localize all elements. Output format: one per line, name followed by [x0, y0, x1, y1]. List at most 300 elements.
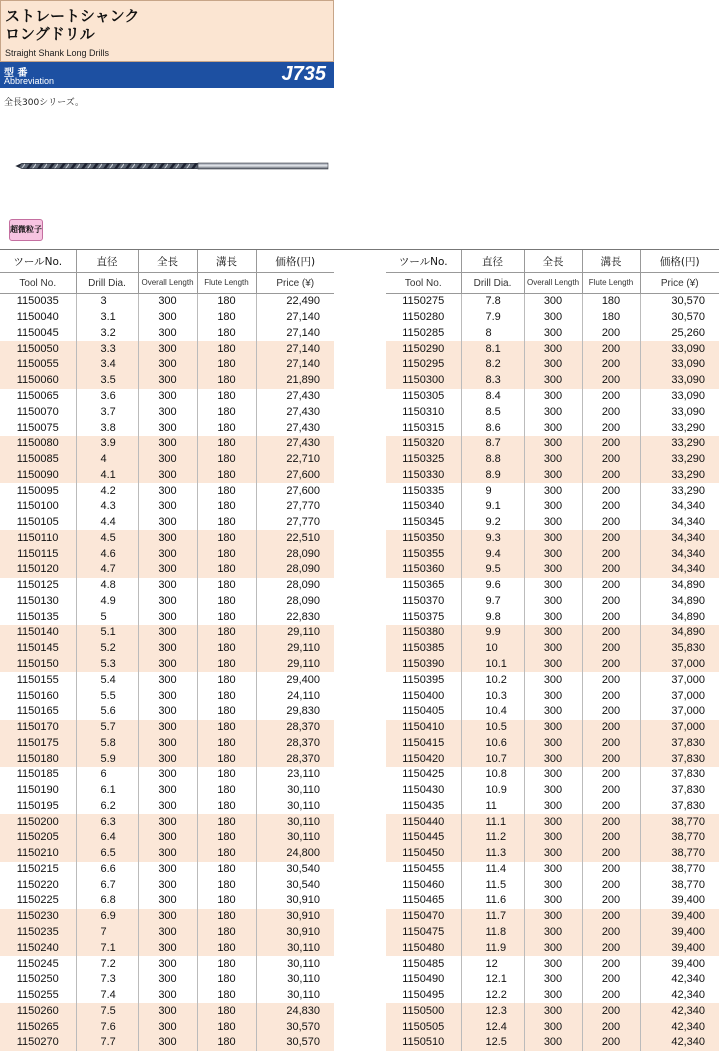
tool-no-cell: 1150205 — [0, 830, 76, 846]
diameter-cell: 10.4 — [461, 704, 524, 720]
overall-length-cell: 300 — [524, 688, 582, 704]
abbreviation-bar — [0, 62, 334, 88]
flute-length-cell: 200 — [582, 515, 640, 531]
tool-no-cell: 1150235 — [0, 925, 76, 941]
table-row — [0, 767, 334, 783]
flute-length-cell: 200 — [582, 956, 640, 972]
tool-no-cell: 1150140 — [0, 625, 76, 641]
table-row — [386, 562, 719, 578]
flute-length-cell: 200 — [582, 704, 640, 720]
table-row — [0, 657, 334, 673]
tool-no-cell: 1150160 — [0, 688, 76, 704]
table-row — [386, 846, 719, 862]
diameter-cell: 12.4 — [461, 1019, 524, 1035]
table-row — [0, 893, 334, 909]
overall-length-cell: 300 — [524, 641, 582, 657]
diameter-cell: 9.8 — [461, 609, 524, 625]
col-overall-length: 全長 — [138, 250, 197, 273]
overall-length-cell: 300 — [524, 483, 582, 499]
tool-no-cell: 1150460 — [386, 877, 461, 893]
price-cell: 30,110 — [287, 973, 320, 986]
overall-length-cell: 300 — [138, 452, 197, 468]
table-row — [0, 578, 334, 594]
tool-no-cell: 1150345 — [386, 515, 461, 531]
tool-no-cell: 1150095 — [0, 483, 76, 499]
flute-length-cell: 180 — [197, 862, 256, 878]
price-cell: 33,290 — [640, 436, 719, 452]
overall-length-cell: 300 — [524, 1019, 582, 1035]
price-cell: 35,830 — [640, 641, 719, 657]
diameter-cell: 4.3 — [76, 499, 138, 515]
diameter-cell: 10.6 — [461, 735, 524, 751]
tool-no-cell: 1150110 — [0, 530, 76, 546]
price-cell: 27,600 — [286, 484, 320, 497]
tool-no-cell: 1150230 — [0, 909, 76, 925]
flute-length-cell: 200 — [582, 909, 640, 925]
flute-length-cell: 180 — [197, 341, 256, 357]
overall-length-cell: 300 — [138, 1019, 197, 1035]
table-row — [386, 546, 719, 562]
diameter-cell: 11.3 — [461, 846, 524, 862]
table-row — [386, 641, 719, 657]
flute-length-cell: 200 — [582, 625, 640, 641]
price-cell: 33,290 — [640, 452, 719, 468]
tool-no-cell: 1150490 — [386, 972, 461, 988]
diameter-cell: 3.3 — [76, 341, 138, 357]
table-row — [386, 594, 719, 610]
tool-no-cell: 1150210 — [0, 846, 76, 862]
flute-length-cell: 200 — [582, 389, 640, 405]
diameter-cell: 6.2 — [76, 799, 138, 815]
diameter-cell: 11.7 — [461, 909, 524, 925]
overall-length-cell: 300 — [524, 862, 582, 878]
flute-length-cell: 180 — [197, 467, 256, 483]
price-cell: 37,000 — [640, 657, 719, 673]
tool-no-cell: 1150440 — [386, 814, 461, 830]
overall-length-cell: 300 — [138, 609, 197, 625]
col-tool-no-en: Tool No. — [386, 273, 461, 294]
overall-length-cell: 300 — [138, 499, 197, 515]
tool-no-cell: 1150275 — [386, 294, 461, 310]
price-cell: 38,770 — [671, 878, 705, 891]
diameter-cell: 3 — [76, 294, 138, 310]
tool-no-cell: 1150280 — [386, 310, 461, 326]
diameter-cell: 8.5 — [461, 404, 524, 420]
price-cell: 38,770 — [640, 814, 719, 830]
diameter-cell: 8.2 — [461, 357, 524, 373]
price-cell: 30,570 — [256, 1035, 334, 1051]
price-cell: 29,110 — [256, 625, 334, 641]
price-cell: 22,830 — [286, 610, 320, 623]
flute-length-cell: 200 — [582, 751, 640, 767]
table-header-jp — [0, 250, 334, 273]
flute-length-cell: 180 — [197, 546, 256, 562]
overall-length-cell: 300 — [138, 672, 197, 688]
flute-length-cell: 180 — [197, 988, 256, 1004]
table-row — [0, 389, 334, 405]
overall-length-cell: 300 — [138, 594, 197, 610]
table-row — [0, 940, 334, 956]
diameter-cell: 3.1 — [76, 310, 138, 326]
overall-length-cell: 300 — [138, 704, 197, 720]
product-title-en: Straight Shank Long Drills — [5, 48, 110, 58]
price-cell: 28,370 — [256, 720, 334, 736]
diameter-cell: 7.5 — [76, 1003, 138, 1019]
col-tool-no-en: Tool No. — [0, 273, 76, 294]
overall-length-cell: 300 — [524, 846, 582, 862]
price-cell: 28,090 — [256, 546, 334, 562]
flute-length-cell: 180 — [197, 326, 256, 342]
price-cell: 30,110 — [256, 830, 334, 846]
flute-length-cell: 200 — [582, 609, 640, 625]
table-row — [0, 530, 334, 546]
price-cell: 30,110 — [287, 989, 320, 1002]
overall-length-cell: 300 — [524, 783, 582, 799]
tool-no-cell: 1150215 — [0, 862, 76, 878]
flute-length-cell: 180 — [197, 420, 256, 436]
price-cell: 27,140 — [256, 357, 334, 373]
tool-no-cell: 1150240 — [0, 940, 76, 956]
diameter-cell: 7.9 — [461, 310, 524, 326]
diameter-cell: 3.2 — [76, 326, 138, 342]
tool-no-cell: 1150245 — [0, 956, 76, 972]
overall-length-cell: 300 — [524, 830, 582, 846]
diameter-cell: 6.3 — [76, 814, 138, 830]
overall-length-cell: 300 — [138, 326, 197, 342]
col-overall-length-en: Overall Length — [524, 273, 582, 294]
flute-length-cell: 200 — [582, 530, 640, 546]
overall-length-cell: 300 — [524, 1035, 582, 1051]
table-row — [0, 877, 334, 893]
tool-no-cell: 1150435 — [386, 799, 461, 815]
tool-no-cell: 1150300 — [386, 373, 461, 389]
tool-no-cell: 1150385 — [386, 641, 461, 657]
table-row — [0, 326, 334, 342]
diameter-cell: 8.7 — [461, 436, 524, 452]
price-cell: 27,430 — [256, 436, 334, 452]
tool-no-cell: 1150500 — [386, 1003, 461, 1019]
diameter-cell: 4.7 — [76, 562, 138, 578]
tool-no-cell: 1150200 — [0, 814, 76, 830]
price-cell: 33,290 — [640, 467, 719, 483]
flute-length-cell: 200 — [582, 341, 640, 357]
tool-no-cell: 1150195 — [0, 799, 76, 815]
tool-no-cell: 1150495 — [386, 988, 461, 1004]
diameter-cell: 6 — [76, 767, 138, 783]
col-diameter: 直径 — [76, 250, 138, 273]
product-code: J735 — [281, 63, 326, 85]
price-cell: 37,830 — [671, 768, 705, 781]
table-row — [386, 404, 719, 420]
table-row — [386, 657, 719, 673]
overall-length-cell: 300 — [138, 467, 197, 483]
price-cell: 42,340 — [640, 1003, 719, 1019]
price-cell: 33,290 — [671, 484, 705, 497]
overall-length-cell: 300 — [138, 988, 197, 1004]
table-row — [386, 436, 719, 452]
table-row — [0, 704, 334, 720]
table-row — [386, 940, 719, 956]
flute-length-cell: 180 — [197, 720, 256, 736]
tool-no-cell: 1150425 — [386, 767, 461, 783]
tool-no-cell: 1150445 — [386, 830, 461, 846]
tool-no-cell: 1150145 — [0, 641, 76, 657]
diameter-cell: 7.8 — [461, 294, 524, 310]
flute-length-cell: 180 — [197, 814, 256, 830]
table-row — [0, 814, 334, 830]
diameter-cell: 6.5 — [76, 846, 138, 862]
table-row — [0, 625, 334, 641]
price-cell: 37,000 — [640, 720, 719, 736]
tool-no-cell: 1150485 — [386, 956, 461, 972]
table-row — [386, 877, 719, 893]
diameter-cell: 11.6 — [461, 893, 524, 909]
flute-length-cell: 180 — [197, 735, 256, 751]
price-cell: 37,830 — [640, 735, 719, 751]
tool-no-cell: 1150035 — [0, 294, 76, 310]
overall-length-cell: 300 — [138, 925, 197, 941]
overall-length-cell: 300 — [138, 357, 197, 373]
overall-length-cell: 300 — [524, 893, 582, 909]
tool-no-cell: 1150270 — [0, 1035, 76, 1051]
overall-length-cell: 300 — [524, 436, 582, 452]
price-cell: 37,830 — [671, 784, 705, 797]
overall-length-cell: 300 — [138, 767, 197, 783]
overall-length-cell: 300 — [524, 877, 582, 893]
flute-length-cell: 180 — [197, 783, 256, 799]
table-row — [0, 1035, 334, 1051]
flute-length-cell: 200 — [582, 988, 640, 1004]
overall-length-cell: 300 — [138, 562, 197, 578]
overall-length-cell: 300 — [524, 988, 582, 1004]
price-cell: 30,910 — [286, 894, 320, 907]
price-cell: 38,770 — [640, 830, 719, 846]
diameter-cell: 10.8 — [461, 767, 524, 783]
price-cell: 27,140 — [286, 326, 320, 339]
overall-length-cell: 300 — [524, 404, 582, 420]
price-cell: 34,340 — [671, 516, 705, 529]
price-cell: 42,340 — [671, 973, 705, 986]
flute-length-cell: 200 — [582, 862, 640, 878]
flute-length-cell: 200 — [582, 420, 640, 436]
price-cell: 28,090 — [286, 594, 320, 607]
table-row — [0, 515, 334, 531]
flute-length-cell: 200 — [582, 846, 640, 862]
title-panel — [0, 0, 334, 62]
price-cell: 37,000 — [671, 705, 705, 718]
flute-length-cell: 180 — [197, 657, 256, 673]
table-row — [0, 735, 334, 751]
overall-length-cell: 300 — [524, 751, 582, 767]
diameter-cell: 9.6 — [461, 578, 524, 594]
table-row — [386, 1019, 719, 1035]
flute-length-cell: 200 — [582, 641, 640, 657]
price-cell: 37,000 — [671, 689, 705, 702]
tool-no-cell: 1150050 — [0, 341, 76, 357]
table-row — [0, 594, 334, 610]
tool-no-cell: 1150265 — [0, 1019, 76, 1035]
tool-no-cell: 1150335 — [386, 483, 461, 499]
table-row — [386, 326, 719, 342]
tool-no-cell: 1150410 — [386, 720, 461, 736]
flute-length-cell: 200 — [582, 578, 640, 594]
tool-no-cell: 1150180 — [0, 751, 76, 767]
diameter-cell: 6.9 — [76, 909, 138, 925]
table-row — [386, 578, 719, 594]
overall-length-cell: 300 — [138, 436, 197, 452]
tool-no-cell: 1150080 — [0, 436, 76, 452]
price-cell: 30,570 — [671, 295, 705, 308]
price-cell: 27,430 — [286, 389, 320, 402]
tool-no-cell: 1150305 — [386, 389, 461, 405]
table-row — [386, 751, 719, 767]
tool-no-cell: 1150065 — [0, 389, 76, 405]
flute-length-cell: 180 — [197, 452, 256, 468]
table-row — [386, 483, 719, 499]
flute-length-cell: 180 — [197, 404, 256, 420]
flute-length-cell: 180 — [197, 972, 256, 988]
price-cell: 29,110 — [256, 641, 334, 657]
price-cell: 39,400 — [640, 909, 719, 925]
table-row — [386, 925, 719, 941]
price-cell: 39,400 — [671, 894, 705, 907]
col-overall-length: 全長 — [524, 250, 582, 273]
product-title-jp: ストレートシャンク ロングドリル — [5, 7, 140, 43]
diameter-cell: 6.1 — [76, 783, 138, 799]
diameter-cell: 6.4 — [76, 830, 138, 846]
table-row — [386, 625, 719, 641]
diameter-cell: 4.2 — [76, 483, 138, 499]
flute-length-cell: 180 — [197, 846, 256, 862]
tool-no-cell: 1150420 — [386, 751, 461, 767]
flute-length-cell: 200 — [582, 1019, 640, 1035]
diameter-cell: 8 — [461, 326, 524, 342]
price-cell: 33,090 — [640, 373, 719, 389]
tool-no-cell: 1150415 — [386, 735, 461, 751]
price-cell: 22,510 — [256, 530, 334, 546]
diameter-cell: 12 — [461, 956, 524, 972]
col-diameter: 直径 — [461, 250, 524, 273]
col-diameter-en: Drill Dia. — [461, 273, 524, 294]
overall-length-cell: 300 — [524, 341, 582, 357]
table-header-en — [0, 273, 334, 294]
table-row — [0, 373, 334, 389]
price-cell: 25,260 — [671, 326, 705, 339]
overall-length-cell: 300 — [138, 420, 197, 436]
tool-no-cell: 1150190 — [0, 783, 76, 799]
flute-length-cell: 200 — [582, 940, 640, 956]
abbreviation-label-jp: 型 番 — [4, 68, 28, 79]
price-cell: 27,140 — [286, 311, 320, 324]
col-flute-length-en: Flute Length — [197, 273, 256, 294]
price-cell: 34,340 — [640, 546, 719, 562]
flute-length-cell: 200 — [582, 925, 640, 941]
tool-no-cell: 1150250 — [0, 972, 76, 988]
price-cell: 39,400 — [640, 925, 719, 941]
price-cell: 23,110 — [287, 768, 320, 781]
overall-length-cell: 300 — [138, 483, 197, 499]
table-row — [0, 641, 334, 657]
diameter-cell: 9.7 — [461, 594, 524, 610]
flute-length-cell: 200 — [582, 404, 640, 420]
price-cell: 28,090 — [286, 579, 320, 592]
table-row — [386, 956, 719, 972]
flute-length-cell: 200 — [582, 326, 640, 342]
flute-length-cell: 180 — [197, 751, 256, 767]
diameter-cell: 12.2 — [461, 988, 524, 1004]
diameter-cell: 10.7 — [461, 751, 524, 767]
diameter-cell: 8.9 — [461, 467, 524, 483]
flute-length-cell: 180 — [197, 1019, 256, 1035]
tool-no-cell: 1150510 — [386, 1035, 461, 1051]
table-row — [386, 830, 719, 846]
price-cell: 30,910 — [256, 909, 334, 925]
diameter-cell: 3.4 — [76, 357, 138, 373]
price-cell: 30,110 — [287, 784, 320, 797]
diameter-cell: 4.5 — [76, 530, 138, 546]
overall-length-cell: 300 — [524, 940, 582, 956]
flute-length-cell: 180 — [582, 294, 640, 310]
overall-length-cell: 300 — [138, 909, 197, 925]
overall-length-cell: 300 — [524, 625, 582, 641]
price-cell: 34,340 — [640, 530, 719, 546]
table-row — [0, 672, 334, 688]
diameter-cell: 10.5 — [461, 720, 524, 736]
price-cell: 30,540 — [286, 878, 320, 891]
price-cell: 33,090 — [640, 357, 719, 373]
diameter-cell: 7.7 — [76, 1035, 138, 1051]
tool-no-cell: 1150120 — [0, 562, 76, 578]
table-row — [0, 467, 334, 483]
flute-length-cell: 200 — [582, 814, 640, 830]
overall-length-cell: 300 — [524, 672, 582, 688]
overall-length-cell: 300 — [524, 420, 582, 436]
price-cell: 27,770 — [286, 500, 320, 513]
overall-length-cell: 300 — [138, 877, 197, 893]
price-cell: 33,290 — [671, 421, 705, 434]
tool-no-cell: 1150360 — [386, 562, 461, 578]
overall-length-cell: 300 — [138, 341, 197, 357]
overall-length-cell: 300 — [524, 925, 582, 941]
table-row — [386, 357, 719, 373]
price-cell: 39,400 — [640, 940, 719, 956]
price-cell: 42,340 — [640, 1035, 719, 1051]
diameter-cell: 8.8 — [461, 452, 524, 468]
diameter-cell: 10.3 — [461, 688, 524, 704]
table-row — [0, 357, 334, 373]
flute-length-cell: 200 — [582, 436, 640, 452]
price-cell: 38,770 — [671, 862, 705, 875]
col-price-en: Price (¥) — [256, 273, 334, 294]
flute-length-cell: 200 — [582, 877, 640, 893]
flute-length-cell: 180 — [197, 893, 256, 909]
flute-length-cell: 180 — [197, 767, 256, 783]
overall-length-cell: 300 — [138, 799, 197, 815]
price-cell: 30,110 — [287, 957, 320, 970]
price-cell: 28,090 — [256, 562, 334, 578]
diameter-cell: 4.6 — [76, 546, 138, 562]
price-cell: 22,710 — [256, 452, 334, 468]
overall-length-cell: 300 — [524, 310, 582, 326]
diameter-cell: 8.4 — [461, 389, 524, 405]
diameter-cell: 12.5 — [461, 1035, 524, 1051]
overall-length-cell: 300 — [138, 404, 197, 420]
overall-length-cell: 300 — [524, 326, 582, 342]
flute-length-cell: 180 — [197, 357, 256, 373]
overall-length-cell: 300 — [524, 467, 582, 483]
col-tool-no: ツールNo. — [0, 250, 76, 273]
flute-length-cell: 200 — [582, 893, 640, 909]
